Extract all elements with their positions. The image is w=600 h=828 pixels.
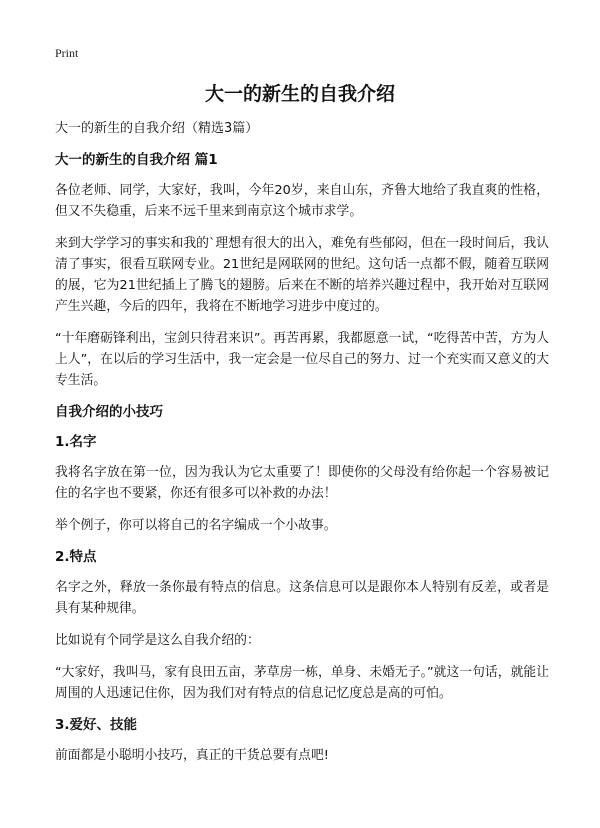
paragraph: 举个例子，你可以将自己的名字编成一个小故事。 [55, 518, 337, 533]
paragraph: “大家好，我叫马，家有良田五亩，茅草房一栋，单身、未婚无子。”就这一句话，就能让周围的人迅速记住你，因为我们对有特点的信息记忆度总是高的可怕。 [55, 665, 549, 701]
tip2-heading: 2.特点 [55, 549, 97, 565]
document-body [55, 120, 549, 777]
document-title: 大一的新生的自我介绍 [204, 83, 395, 105]
paragraph: 各位老师、同学，大家好，我叫，今年20岁，来自山东，齐鲁大地给了我直爽的性格，但又不失稳重，后来不远千里来到南京这个城市求学。 [55, 183, 549, 219]
paragraph: 来到大学学习的事实和我的`理想有很大的出入，难免有些郁闷，但在一段时间后，我认清了事实，很看互联网专业。21世纪是网联网的世纪。这句话一点都不假，随着互联网的展，它为21世纪插上了腾飞的翅膀。后来在不断的培养兴趣过程中，我开始对互联网产生兴趣，今后的四年，我将在不断地学习进步中度过的。 [55, 236, 549, 314]
tip1-heading: 1.名字 [55, 434, 97, 450]
paragraph: 比如说有个同学是这么自我介绍的： [55, 633, 260, 648]
tips-heading: 自我介绍的小技巧 [55, 404, 163, 420]
document-subtitle: 大一的新生的自我介绍（精选3篇） [55, 121, 259, 136]
paragraph: 我将名字放在第一位，因为我认为它太重要了！即使你的父母没有给你起一个容易被记住的名字也不要紧，你还有很多可以补救的办法！ [55, 465, 549, 501]
paragraph: 前面都是小聪明小技巧，真正的干货总要有点吧! [55, 748, 329, 763]
paragraph: 名字之外，释放一条你最有特点的信息。这条信息可以是跟你本人特别有反差，或者是具有某种规律。 [55, 580, 549, 616]
tip3-heading: 3.爱好、技能 [55, 717, 138, 733]
paragraph: “十年磨砺锋利出，宝剑只待君来识”。再苦再累，我都愿意一试，“吃得苦中苦，方为人上人”，在以后的学习生活中，我一定会是一位尽自己的努力、过一个充实而又意义的大专生活。 [55, 331, 549, 388]
print-label[interactable]: Print [55, 46, 79, 60]
section1-heading: 大一的新生的自我介绍 篇1 [55, 152, 218, 168]
